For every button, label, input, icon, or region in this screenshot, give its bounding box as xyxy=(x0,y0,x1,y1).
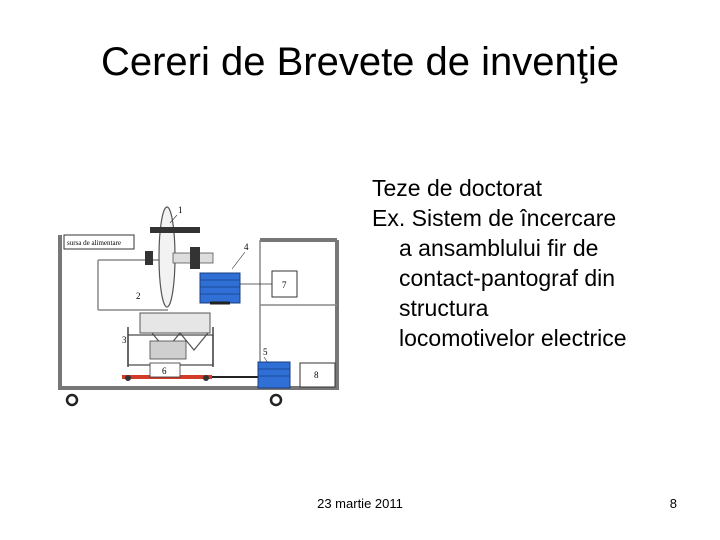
callout-6: 6 xyxy=(162,366,167,376)
pantograph-platform xyxy=(140,313,210,333)
spring-pack xyxy=(150,341,186,359)
callout-1: 1 xyxy=(178,205,183,215)
bearing-block xyxy=(190,247,200,269)
rail-wheel xyxy=(125,375,131,381)
callout-8: 8 xyxy=(314,370,319,380)
power-supply-label: sursa de alimentare xyxy=(67,239,122,247)
bearing-block xyxy=(145,251,153,265)
slide-number: 8 xyxy=(669,496,677,511)
callout-2: 2 xyxy=(136,291,141,301)
bullet-line: Teze de doctorat xyxy=(372,175,543,201)
wheel-axle xyxy=(150,227,200,233)
caster-wheel xyxy=(271,395,281,405)
test-rig-diagram xyxy=(50,195,350,415)
actuator-motor xyxy=(258,362,290,388)
callout-4: 4 xyxy=(244,242,249,252)
rail-wheel xyxy=(203,375,209,381)
callout-7: 7 xyxy=(282,280,287,290)
bullet-line: Ex. Sistem de încercare xyxy=(372,205,617,231)
bullet-line: a ansamblului fir de xyxy=(399,235,599,261)
drive-motor xyxy=(200,273,240,303)
callout-5: 5 xyxy=(263,347,268,357)
footer-date: 23 martie 2011 xyxy=(317,496,403,511)
caster-wheel xyxy=(67,395,77,405)
bullet-line: structura xyxy=(399,295,489,321)
bullet-line: locomotivelor electrice xyxy=(399,325,627,351)
slide-body xyxy=(372,173,712,353)
bullet-line: contact-pantograf din xyxy=(399,265,616,291)
callout-3: 3 xyxy=(122,335,127,345)
slide-title: Cereri de Brevete de invenţie xyxy=(100,40,620,84)
